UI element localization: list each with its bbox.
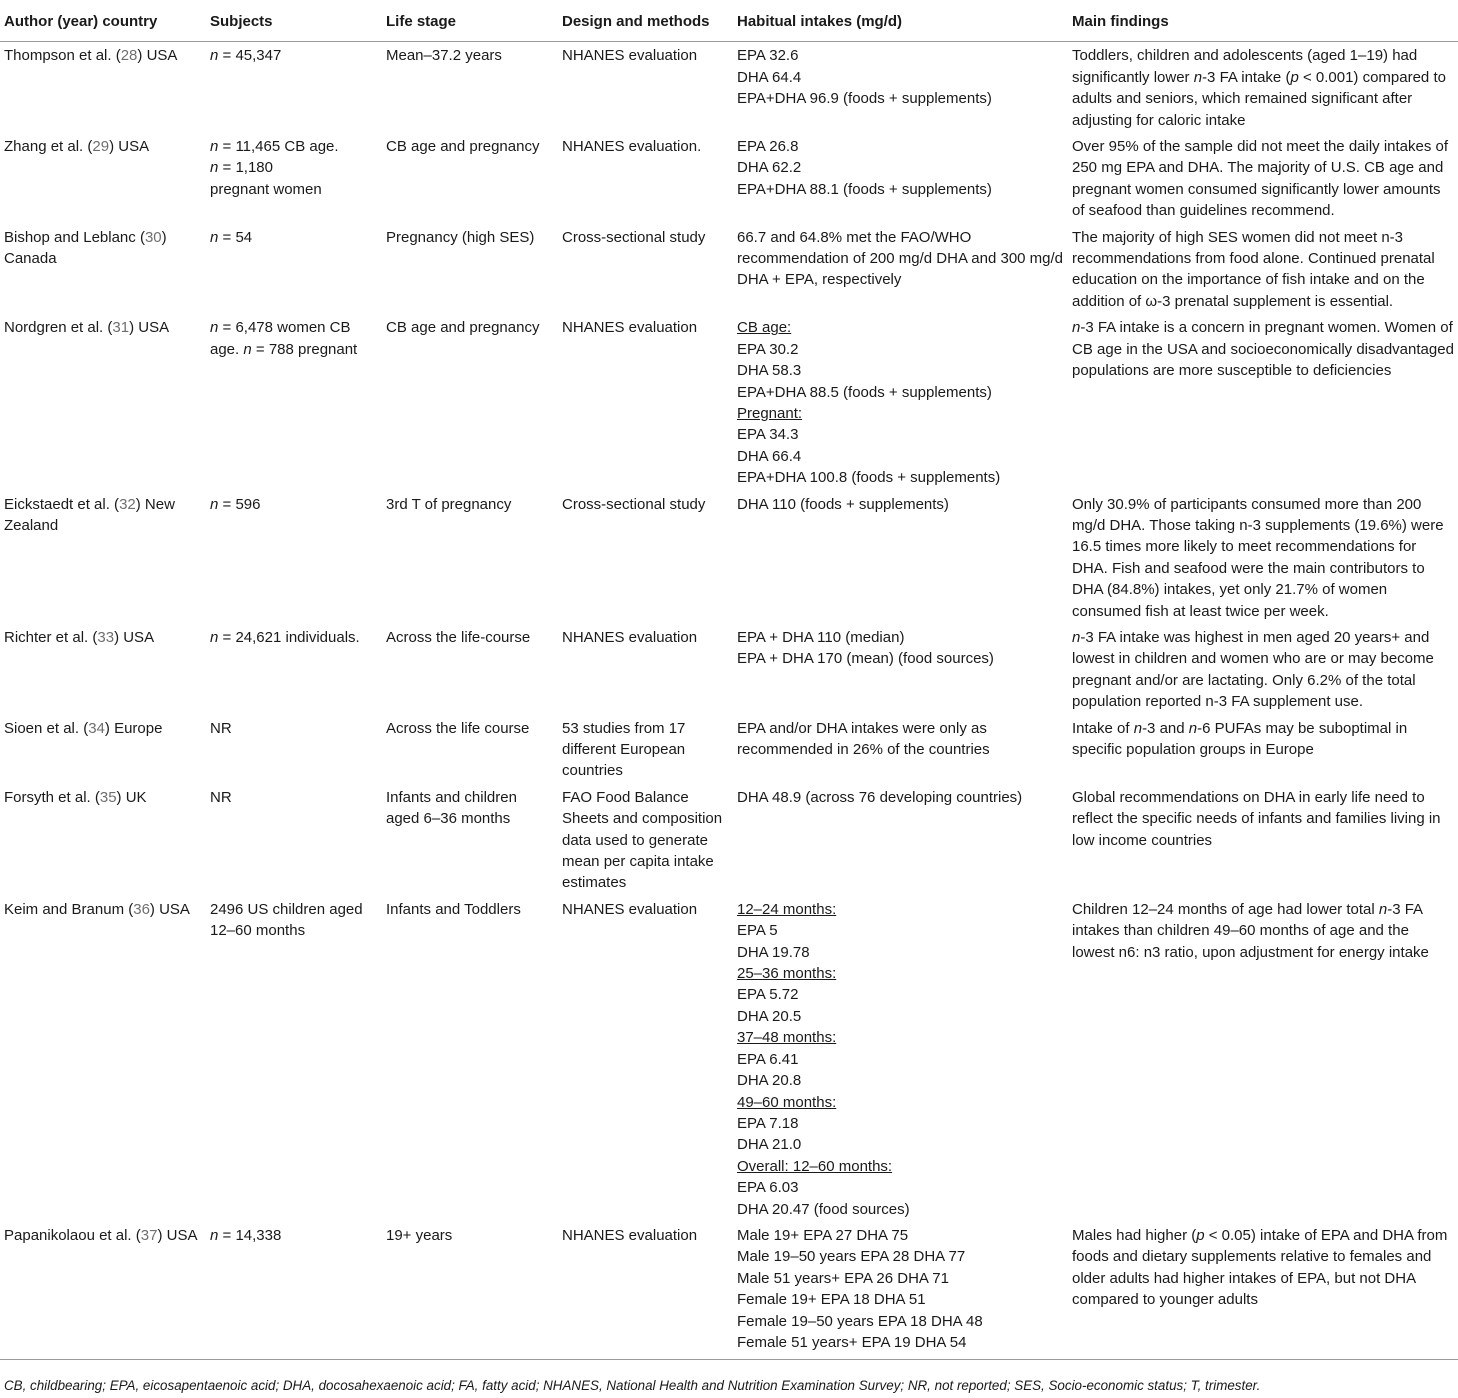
- cell-subjects: [206, 491, 382, 624]
- subject-line: [210, 157, 378, 178]
- cell-design: Cross-sectional study: [562, 228, 706, 246]
- author-text: Richter et al. (: [4, 628, 98, 646]
- italic-symbol: n: [210, 628, 219, 646]
- text-run: Children 12–24 months of age had lower total: [1072, 900, 1379, 918]
- cell-intakes: [733, 224, 1068, 315]
- italic-symbol: n: [1133, 719, 1143, 737]
- intake-line: EPA 34.3: [737, 426, 799, 444]
- cell-author: [0, 784, 206, 896]
- author-text: Forsyth et al. (: [4, 788, 100, 806]
- cell-subjects: [206, 1222, 382, 1360]
- cell-findings: [1068, 224, 1458, 315]
- italic-symbol: n: [210, 47, 219, 65]
- cell-author: [0, 224, 206, 315]
- author-text: ) Canada: [4, 228, 167, 268]
- author-text: Nordgren et al. (: [4, 319, 113, 337]
- reference-number: 34: [88, 719, 105, 737]
- intake-line: DHA 20.5: [737, 1007, 802, 1025]
- cell-intakes: [733, 715, 1068, 784]
- author-text: ) USA: [157, 1226, 198, 1244]
- subject-text: NR: [210, 788, 232, 806]
- intake-line: EPA 7.18: [737, 1114, 799, 1132]
- cell-subjects: [206, 624, 382, 715]
- cell-findings: [1068, 42, 1458, 133]
- cell-life-stage: Across the life course: [386, 719, 530, 737]
- author-text: Zhang et al. (: [4, 138, 93, 156]
- cell-design: FAO Food Balance Sheets and composition data used to generate mean per capita intake estimates: [562, 788, 723, 892]
- intake-subheading: 25–36 months:: [737, 965, 837, 983]
- cell-intakes: [733, 896, 1068, 1222]
- author-text: ) USA: [109, 138, 150, 156]
- intake-line: EPA 6.41: [737, 1050, 799, 1068]
- cell-intakes: [733, 624, 1068, 715]
- subject-text: = 6,478 women CB age.: [210, 319, 351, 358]
- reference-number: 33: [97, 628, 115, 646]
- intake-line: EPA+DHA 96.9 (foods + supplements): [737, 90, 992, 108]
- table-row: [0, 784, 1458, 896]
- author-text: ) USA: [137, 47, 178, 65]
- text-run: -3 FA intake is a concern in pregnant women. Women of CB age in the USA and socioeconomically disadvantaged populations are more susceptible to deficiencies: [1072, 319, 1454, 380]
- italic-symbol: n: [210, 159, 219, 177]
- table-row: [0, 42, 1458, 133]
- header-subjects: Subjects: [206, 0, 382, 42]
- italic-symbol: n: [210, 228, 219, 246]
- cell-subjects: [206, 896, 382, 1222]
- subject-line: [243, 341, 357, 358]
- italic-symbol: n: [243, 340, 252, 358]
- intake-line: EPA 5: [737, 922, 778, 940]
- cell-author: [0, 42, 206, 133]
- intake-subheading: 37–48 months:: [737, 1029, 837, 1047]
- italic-symbol: n: [1378, 900, 1388, 918]
- subject-line: [210, 494, 378, 515]
- cell-life-stage: CB age and pregnancy: [386, 138, 540, 156]
- table-body: [0, 42, 1458, 1360]
- cell-subjects: [206, 314, 382, 490]
- reference-number: 35: [99, 788, 117, 806]
- intake-line: DHA 110 (foods + supplements): [737, 495, 949, 513]
- cell-intakes: [733, 133, 1068, 224]
- cell-subjects: [206, 784, 382, 896]
- cell-findings: [1068, 896, 1458, 1222]
- subject-line: [210, 227, 378, 248]
- subject-line: [210, 179, 378, 200]
- text-run: -6 PUFAs may be suboptimal in specific population groups in Europe: [1072, 719, 1408, 758]
- text-run: -3 and: [1142, 719, 1189, 737]
- cell-life-stage: Across the life-course: [386, 628, 531, 646]
- intake-line: Female 19+ EPA 18 DHA 51: [737, 1291, 926, 1309]
- subject-line: [210, 1225, 378, 1246]
- intake-line: EPA 30.2: [737, 340, 799, 358]
- author-text: ) USA: [114, 628, 155, 646]
- cell-intakes: [733, 42, 1068, 133]
- cell-life-stage: Pregnancy (high SES): [386, 228, 535, 246]
- italic-symbol: n: [1072, 628, 1081, 646]
- subject-text: = 24,621 individuals.: [218, 628, 360, 646]
- cell-findings: [1068, 133, 1458, 224]
- text-run: Only 30.9% of participants consumed more than 200 mg/d DHA. Those taking n-3 supplements (19.6%) were 16.5 times more likely to meet recommendations for DHA. Fish and seafood were the main contributors to DHA (84.8%) intakes, yet only 21.7% of women consumed fish at least twice per week.: [1072, 495, 1444, 620]
- cell-author: [0, 314, 206, 490]
- cell-author: [0, 715, 206, 784]
- author-text: Keim and Branum (: [4, 900, 134, 918]
- intake-line: EPA and/or DHA intakes were only as recommended in 26% of the countries: [737, 719, 990, 758]
- cell-design: 53 studies from 17 different European countries: [562, 719, 686, 780]
- intake-line: EPA + DHA 110 (median): [737, 628, 905, 646]
- italic-symbol: n: [210, 495, 219, 513]
- cell-design: NHANES evaluation: [558, 1222, 733, 1360]
- table-row: [0, 491, 1458, 624]
- cell-author: [0, 491, 206, 624]
- cell-author: [0, 133, 206, 224]
- subject-text: = 45,347: [218, 47, 282, 65]
- table-row: [0, 224, 1458, 315]
- italic-symbol: n: [210, 319, 219, 337]
- cell-findings: [1068, 784, 1458, 896]
- italic-symbol: n: [210, 1226, 219, 1244]
- subject-text: pregnant women: [210, 180, 322, 198]
- reference-number: 28: [120, 47, 138, 65]
- intake-line: EPA 6.03: [737, 1179, 799, 1197]
- author-text: ) UK: [116, 788, 147, 806]
- cell-life-stage: Infants and children aged 6–36 months: [386, 788, 517, 828]
- intake-line: EPA+DHA 88.5 (foods + supplements): [737, 383, 992, 401]
- intake-line: 66.7 and 64.8% met the FAO/WHO recommendation of 200 mg/d DHA and 300 mg/d DHA + EPA, respectively: [737, 228, 1064, 289]
- intake-line: DHA 64.4: [737, 68, 802, 86]
- subject-text: = 596: [218, 495, 261, 513]
- cell-life-stage: 19+ years: [382, 1222, 558, 1360]
- intake-line: DHA 20.8: [737, 1072, 802, 1090]
- cell-design: Cross-sectional study: [562, 495, 706, 513]
- cell-design: NHANES evaluation: [562, 628, 698, 646]
- reference-number: 37: [140, 1226, 158, 1244]
- cell-findings: [1068, 715, 1458, 784]
- cell-design: NHANES evaluation.: [562, 138, 702, 156]
- author-text: ) USA: [149, 900, 190, 918]
- subject-text: = 788 pregnant: [251, 340, 358, 358]
- cell-subjects: [206, 224, 382, 315]
- subject-text: = 14,338: [218, 1226, 282, 1244]
- author-text: Sioen et al. (: [4, 719, 89, 737]
- text-run: Intake of: [1072, 719, 1134, 737]
- intake-line: DHA 20.47 (food sources): [737, 1200, 910, 1218]
- cell-intakes: [733, 784, 1068, 896]
- table-row: [0, 624, 1458, 715]
- cell-findings: [1068, 624, 1458, 715]
- italic-symbol: n: [1188, 719, 1198, 737]
- cell-intakes: [733, 314, 1068, 490]
- text-run: Over 95% of the sample did not meet the daily intakes of 250 mg EPA and DHA. The majority of U.S. CB age and pregnant women consumed significantly lower amounts of seafood than guidelines recommend.: [1072, 138, 1449, 220]
- author-text: ) USA: [129, 319, 170, 337]
- subject-text: = 1,180: [218, 159, 273, 177]
- subject-text: = 11,465 CB age.: [218, 138, 339, 156]
- intake-line: DHA 58.3: [737, 362, 802, 380]
- cell-subjects: [206, 133, 382, 224]
- table-row: [0, 715, 1458, 784]
- intake-line: DHA 48.9 (across 76 developing countries): [737, 788, 1023, 806]
- intake-line: Male 19–50 years EPA 28 DHA 77: [737, 1248, 966, 1266]
- cell-subjects: [206, 42, 382, 133]
- reference-number: 32: [119, 495, 136, 513]
- intake-line: Male 51 years+ EPA 26 DHA 71: [737, 1269, 949, 1287]
- cell-design: NHANES evaluation: [562, 47, 698, 65]
- cell-findings: [1068, 314, 1458, 490]
- subject-line: [210, 627, 378, 648]
- intake-subheading: 12–24 months:: [737, 900, 837, 918]
- reference-number: 36: [133, 900, 150, 918]
- text-run: < 0.001) compared to adults and seniors, which remained significant after adjusting for caloric intake: [1072, 68, 1446, 129]
- reference-number: 31: [112, 319, 130, 337]
- cell-life-stage: CB age and pregnancy: [386, 319, 540, 337]
- subject-line: [210, 136, 378, 157]
- header-design: Design and methods: [558, 0, 733, 42]
- italic-symbol: n: [1193, 68, 1203, 86]
- table-header: [0, 0, 1458, 42]
- table-row: [0, 896, 1458, 1222]
- author-text: Bishop and Leblanc (: [4, 228, 145, 246]
- subject-text: 2496 US children aged 12–60 months: [210, 900, 363, 940]
- cell-author: [0, 624, 206, 715]
- italic-symbol: p: [1290, 68, 1299, 86]
- intake-line: DHA 62.2: [737, 159, 802, 177]
- italic-symbol: n: [1072, 319, 1081, 337]
- intake-subheading: CB age:: [737, 319, 792, 337]
- italic-symbol: n: [210, 138, 219, 156]
- subject-text: = 54: [218, 228, 253, 246]
- table-footnote: CB, childbearing; EPA, eicosapentaenoic acid; DHA, docosahexaenoic acid; FA, fatty acid; NHANES, National Health and Nutrition Examination Survey; NR, not reported; SES, Socio-economic status; T, trimester.: [4, 1378, 1261, 1393]
- subject-line: [210, 718, 378, 739]
- text-run: -3 FA intake was highest in men aged 20 years+ and lowest in children and women who are or may become pregnant and/or are lactating. Only 6.2% of the total population reported n-3 FA supplement use.: [1072, 628, 1434, 711]
- cell-design: NHANES evaluation: [562, 900, 698, 918]
- table-row: [0, 133, 1458, 224]
- table-row: [0, 314, 1458, 490]
- cell-findings: [1068, 1222, 1458, 1360]
- subject-line: [210, 899, 378, 942]
- cell-subjects: [206, 715, 382, 784]
- reference-number: 30: [144, 228, 162, 246]
- subject-text: NR: [210, 719, 232, 737]
- intake-line: EPA + DHA 170 (mean) (food sources): [737, 650, 994, 668]
- intake-subheading: Overall: 12–60 months:: [737, 1157, 893, 1175]
- intake-line: DHA 66.4: [737, 447, 802, 465]
- text-run: -3 FA intake (: [1202, 68, 1291, 86]
- intake-line: EPA+DHA 88.1 (foods + supplements): [737, 180, 992, 198]
- author-text: Papanikolaou et al. (: [4, 1226, 141, 1244]
- cell-design: NHANES evaluation: [562, 319, 698, 337]
- text-run: -3 FA intakes than children 49–60 months of age and the lowest n6: n3 ratio, upon adjustment for energy intake: [1072, 900, 1429, 961]
- text-run: < 0.05) intake of EPA and DHA from foods and dietary supplements relative to females and older adults had higher intakes of EPA, but not DHA compared to younger adults: [1072, 1226, 1448, 1309]
- text-run: The majority of high SES women did not meet n-3 recommendations from food alone. Continued prenatal education on the importance of fish intake and on the addition of ω-3 prenatal supplement is essential.: [1072, 228, 1435, 310]
- author-text: ) New Zealand: [4, 495, 175, 534]
- author-text: ) Europe: [104, 719, 163, 737]
- cell-author: [0, 896, 206, 1222]
- intake-line: EPA 5.72: [737, 986, 799, 1004]
- text-run: Toddlers, children and adolescents (aged 1–19) had significantly lower: [1072, 47, 1418, 86]
- header-life-stage: Life stage: [382, 0, 558, 42]
- subject-line: [210, 787, 378, 808]
- intake-line: Female 19–50 years EPA 18 DHA 48: [737, 1312, 983, 1330]
- header-author: Author (year) country: [0, 0, 206, 42]
- intake-line: EPA 26.8: [737, 138, 799, 156]
- table-row: [0, 1222, 1458, 1360]
- intake-line: Male 19+ EPA 27 DHA 75: [737, 1226, 909, 1244]
- text-run: Males had higher (: [1072, 1226, 1197, 1244]
- intake-subheading: Pregnant:: [737, 404, 803, 422]
- italic-symbol: p: [1196, 1226, 1205, 1244]
- intake-line: DHA 19.78: [737, 943, 810, 961]
- intake-line: EPA+DHA 100.8 (foods + supplements): [737, 469, 1001, 487]
- cell-life-stage: Infants and Toddlers: [386, 900, 521, 918]
- header-row: [0, 0, 1458, 42]
- cell-author: [0, 1222, 206, 1360]
- cell-life-stage: Mean–37.2 years: [386, 47, 502, 65]
- header-findings: Main findings: [1068, 0, 1458, 42]
- cell-intakes: [733, 1222, 1068, 1360]
- intake-line: Female 51 years+ EPA 19 DHA 54: [737, 1333, 967, 1351]
- intake-line: EPA 32.6: [737, 47, 799, 65]
- author-text: Thompson et al. (: [4, 47, 121, 65]
- intake-subheading: 49–60 months:: [737, 1093, 837, 1111]
- text-run: Global recommendations on DHA in early life need to reflect the specific needs of infants and families living in low income countries: [1072, 788, 1441, 849]
- subject-line: [210, 45, 378, 66]
- cell-intakes: [733, 491, 1068, 624]
- cell-life-stage: 3rd T of pregnancy: [386, 495, 512, 513]
- intake-line: DHA 21.0: [737, 1136, 802, 1154]
- reference-number: 29: [92, 138, 110, 156]
- cell-findings: [1068, 491, 1458, 624]
- author-text: Eickstaedt et al. (: [4, 495, 120, 513]
- header-intakes: Habitual intakes (mg/d): [733, 0, 1068, 42]
